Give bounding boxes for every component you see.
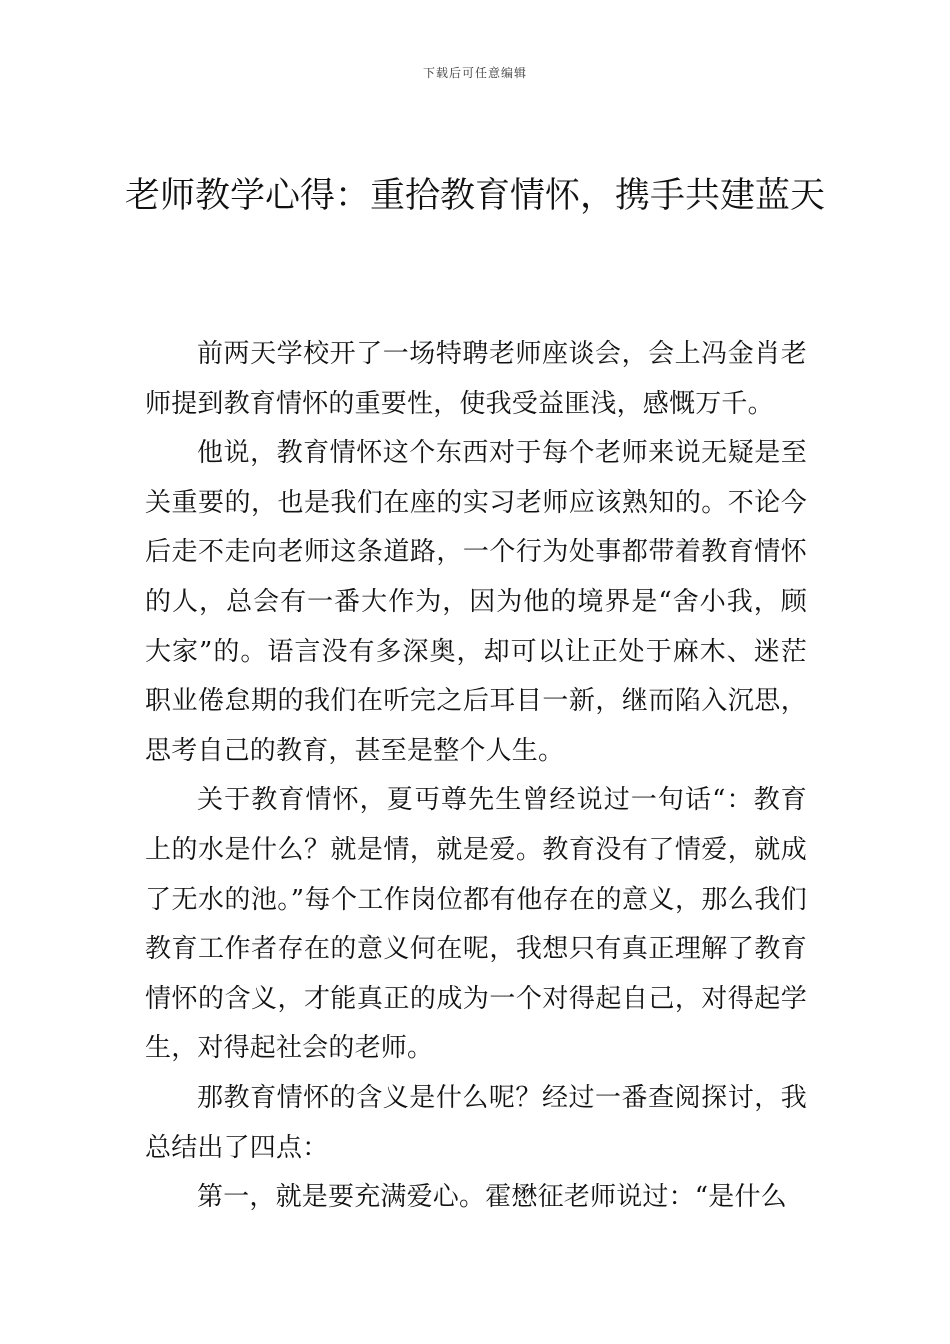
paragraph-1: 前两天学校开了一场特聘老师座谈会，会上冯金肖老师提到教育情怀的重要性，使我受益匪浅，感慨万千。	[145, 339, 807, 419]
paragraph-4: 那教育情怀的含义是什么呢？经过一番查阅探讨，我总结出了四点：	[145, 1082, 807, 1163]
header-note: 下载后可任意编辑	[422, 66, 527, 80]
paragraph-3: 关于教育情怀，夏丏尊先生曾经说过一句话“：教育上的水是什么？就是情，就是爱。教育没有了情爱，就成了无水的池。”每个工作岗位都有他存在的意义，那么我们教育工作者存在的意义何在呢，我想只有真正理解了教育情怀的含义，才能真正的成为一个对得起自己，对得起学生，对得起社会的老师。	[145, 785, 807, 1064]
document-title: 老师教学心得：重拾教育情怀，携手共建蓝天	[124, 176, 825, 216]
paragraph-5: 第一，就是要充满爱心。霍懋征老师说过：“是什么	[197, 1182, 787, 1213]
paragraph-2: 他说，教育情怀这个东西对于每个老师来说无疑是至关重要的，也是我们在座的实习老师应该熟知的。不论今后走不走向老师这条道路，一个行为处事都带着教育情怀的人，总会有一番大作为，因为他的境界是“舍小我，顾大家”的。语言没有多深奥，却可以让正处于麻木、迷茫职业倦怠期的我们在听完之后耳目一新，继而陷入沉思，思考自己的教育，甚至是整个人生。	[145, 438, 807, 766]
document-body	[145, 330, 807, 1223]
